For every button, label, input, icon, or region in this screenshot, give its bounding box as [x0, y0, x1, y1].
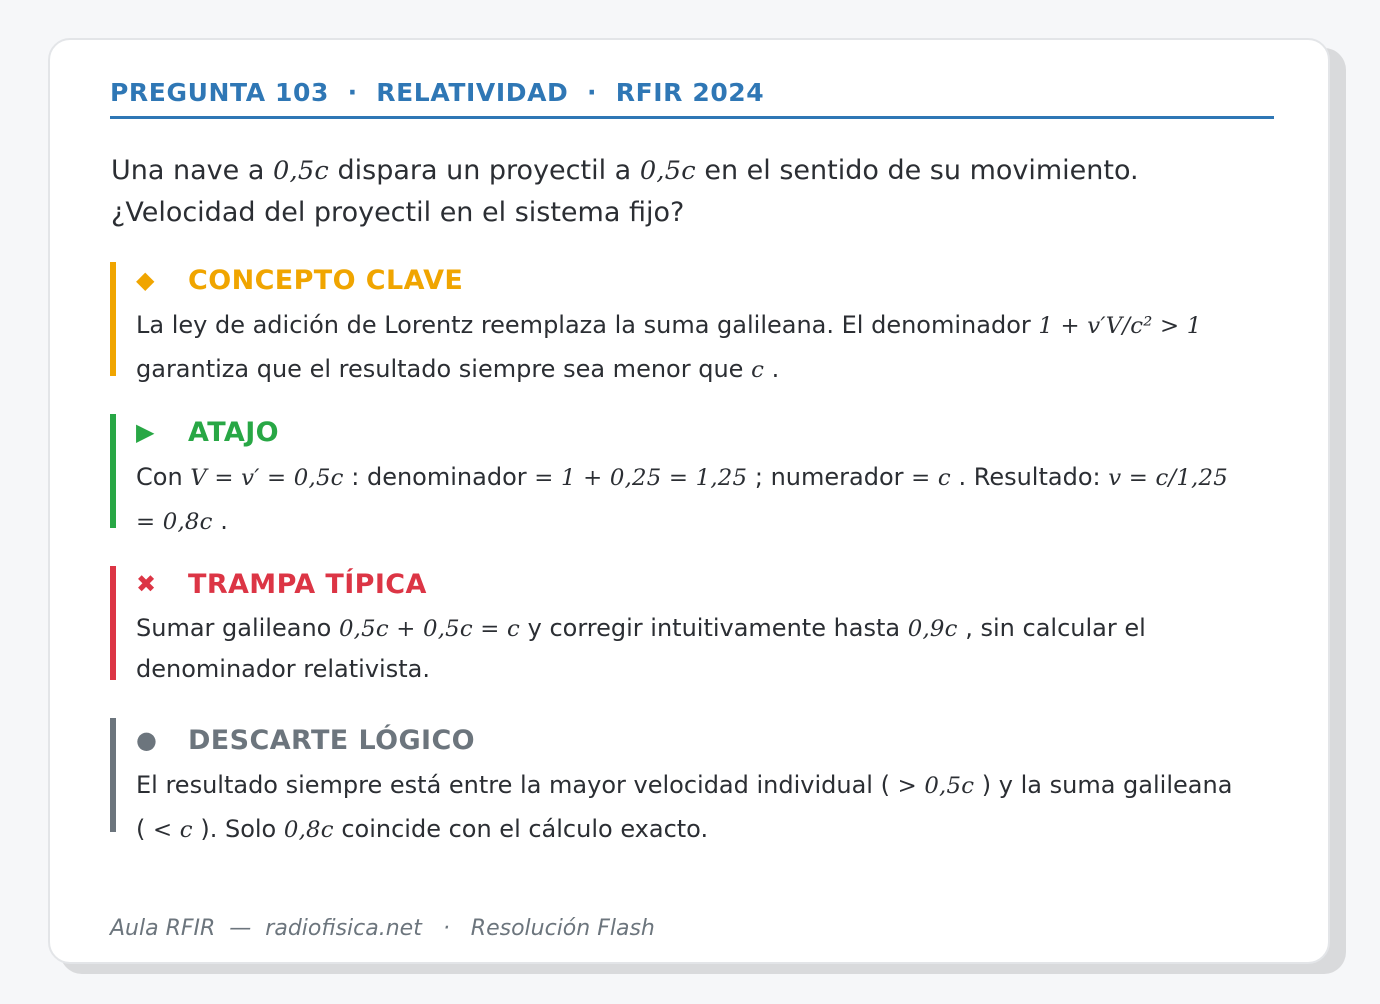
- question-text: Una nave a 0,5c dispara un proyectil a 0,5c en el sentido de su movimiento. ¿Velocidad del proyectil en el sistema fijo?: [111, 155, 1139, 228]
- math-expression: 0,9c: [907, 616, 958, 642]
- section-body: La ley de adición de Lorentz reemplaza la suma galileana. El denominador 1 + v′V/c² > 1 garantiza que el resultado siempre sea menor que c .: [136, 311, 1202, 383]
- question-card: [48, 38, 1330, 964]
- math-expression: 0,5c: [272, 156, 329, 186]
- math-expression: < c: [153, 817, 193, 843]
- section-title: [136, 720, 1236, 760]
- math-expression: v = c/1,25 = 0,8c: [136, 465, 1228, 535]
- math-expression: V = v′ = 0,5c: [190, 465, 344, 491]
- math-expression: > 0,5c: [897, 773, 975, 799]
- math-expression: 0,5c: [639, 156, 696, 186]
- section-title: [136, 412, 1236, 452]
- section-title: [136, 260, 1236, 300]
- section-title-text: DESCARTE LÓGICO: [188, 724, 476, 756]
- section-body: El resultado siempre está entre la mayor velocidad individual ( > 0,5c ) y la suma galileana ( < c ). Solo 0,8c coincide con el cálculo exacto.: [136, 771, 1233, 843]
- math-expression: = 1 + 0,25 = 1,25: [534, 465, 748, 491]
- question-number: PREGUNTA 103: [110, 78, 329, 107]
- circle-icon: ●: [136, 726, 158, 754]
- section-title-text: TRAMPA TÍPICA: [188, 568, 427, 600]
- math-expression: = c: [911, 465, 951, 491]
- topic-label: RELATIVIDAD: [376, 78, 569, 107]
- header-separator: ·: [347, 78, 358, 107]
- card-header: [110, 78, 1274, 107]
- footer-site: radiofisica.net: [265, 916, 422, 941]
- section-key-concept: [110, 262, 1236, 383]
- math-expression: c: [751, 357, 765, 383]
- footer-dash: —: [229, 916, 252, 941]
- footer-separator: ·: [442, 916, 450, 941]
- cross-icon: ✖: [136, 570, 157, 598]
- play-arrow-icon: ▶: [136, 418, 155, 446]
- section-shortcut: [110, 414, 1236, 535]
- section-title-text: CONCEPTO CLAVE: [188, 264, 464, 296]
- header-divider: [110, 116, 1274, 119]
- section-body: Sumar galileano 0,5c + 0,5c = c y corregir intuitivamente hasta 0,9c , sin calcular el denominador relativista.: [136, 614, 1146, 683]
- math-expression: 0,5c + 0,5c = c: [338, 616, 520, 642]
- section-body: Con V = v′ = 0,5c : denominador = 1 + 0,25 = 1,25 ; numerador = c . Resultado: v = c/1,25 = 0,8c .: [136, 463, 1228, 535]
- math-expression: 0,8c: [283, 817, 334, 843]
- footer-tag: Resolución Flash: [470, 916, 655, 941]
- footer-brand: Aula RFIR: [110, 916, 216, 941]
- exam-label: RFIR 2024: [615, 78, 765, 107]
- section-title-text: ATAJO: [188, 416, 280, 448]
- math-expression: 1 + v′V/c² > 1: [1038, 313, 1202, 339]
- section-logical-discard: [110, 718, 1236, 843]
- header-separator: ·: [587, 78, 598, 107]
- section-typical-trap: [110, 566, 1236, 683]
- card-footer: [110, 916, 655, 941]
- section-title: [136, 564, 1236, 604]
- diamond-icon: ◆: [136, 266, 155, 294]
